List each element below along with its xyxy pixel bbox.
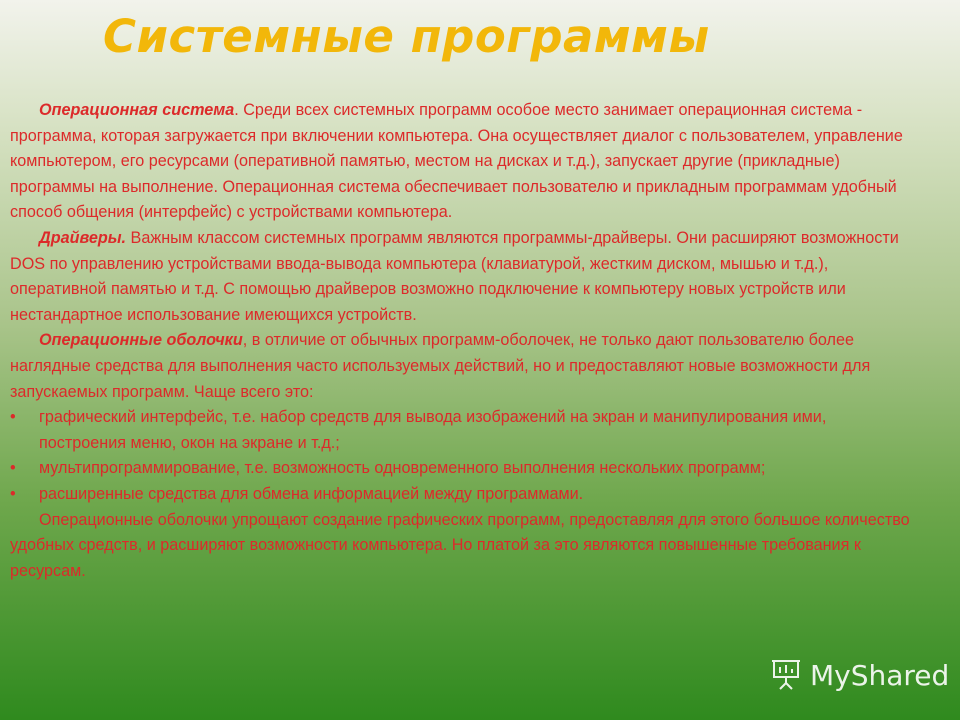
bullet-item: [10, 482, 910, 508]
paragraph-closing: Операционные оболочки упрощают создание графических программ, предоставляя для этого большое количество удобных средств, и расширяют возможности компьютера. Но платой за это являются повышенные требования к ресурсам.: [10, 510, 910, 580]
bullet-mark: •: [10, 459, 16, 478]
text-drivers: Важным классом системных программ являются программы-драйверы. Они расширяют возможности DOS по управлению устройствами ввода-вывода компьютера (клавиатурой, жестким диском, мышью и т.д.), оперативной памятью и т.д. С помощью драйверов возможно подключение к компьютеру новых устройств или нестандартное использование имеющихся устройств.: [10, 228, 899, 324]
term-shells: Операционные оболочки: [39, 331, 243, 350]
bullet-mark: •: [10, 484, 16, 503]
slide-body: [10, 98, 910, 584]
bullet-item: [10, 405, 910, 456]
term-os: Операционная система: [39, 101, 235, 119]
text-os: . Среди всех системных программ особое место занимает операционная система - программа, которая загружается при включении компьютера. Она осуществляет диалог с пользователем, управление компьютером, его ресурсами (оперативной памятью, местом на дисках и т.д.), запускает другие (прикладные) программы на выполнение. Операционная система обеспечивает пользователю и прикладным программам удобный способ общения (интерфейс) с устройствами компьютера.: [10, 101, 903, 222]
bullet-item: [10, 456, 910, 482]
paragraph-drivers: [10, 226, 910, 328]
bullet-text: мультипрограммирование, т.е. возможность одновременного выполнения нескольких программ;: [39, 459, 766, 478]
bullet-text: расширенные средства для обмена информацией между программами.: [39, 484, 584, 503]
slide-title: Системные программы: [103, 10, 710, 63]
paragraph-os: [10, 98, 910, 226]
term-drivers: Драйверы.: [39, 228, 127, 247]
text-shells: , в отличие от обычных программ-оболочек, не только дают пользователю более наглядные средства для выполнения часто используемых действий, но и предоставляют новые возможности для запускаемых программ. Чаще всего это:: [10, 331, 871, 401]
presentation-board-icon: [768, 655, 804, 696]
bullet-text: графический интерфейс, т.е. набор средств для вывода изображений на экран и манипулирования ими, построения меню, окон на экране и т.д.;: [39, 408, 827, 452]
logo-text: MyShared: [810, 659, 950, 692]
bullet-mark: •: [10, 408, 16, 427]
paragraph-shells: [10, 328, 910, 405]
myshared-logo: [768, 655, 949, 696]
